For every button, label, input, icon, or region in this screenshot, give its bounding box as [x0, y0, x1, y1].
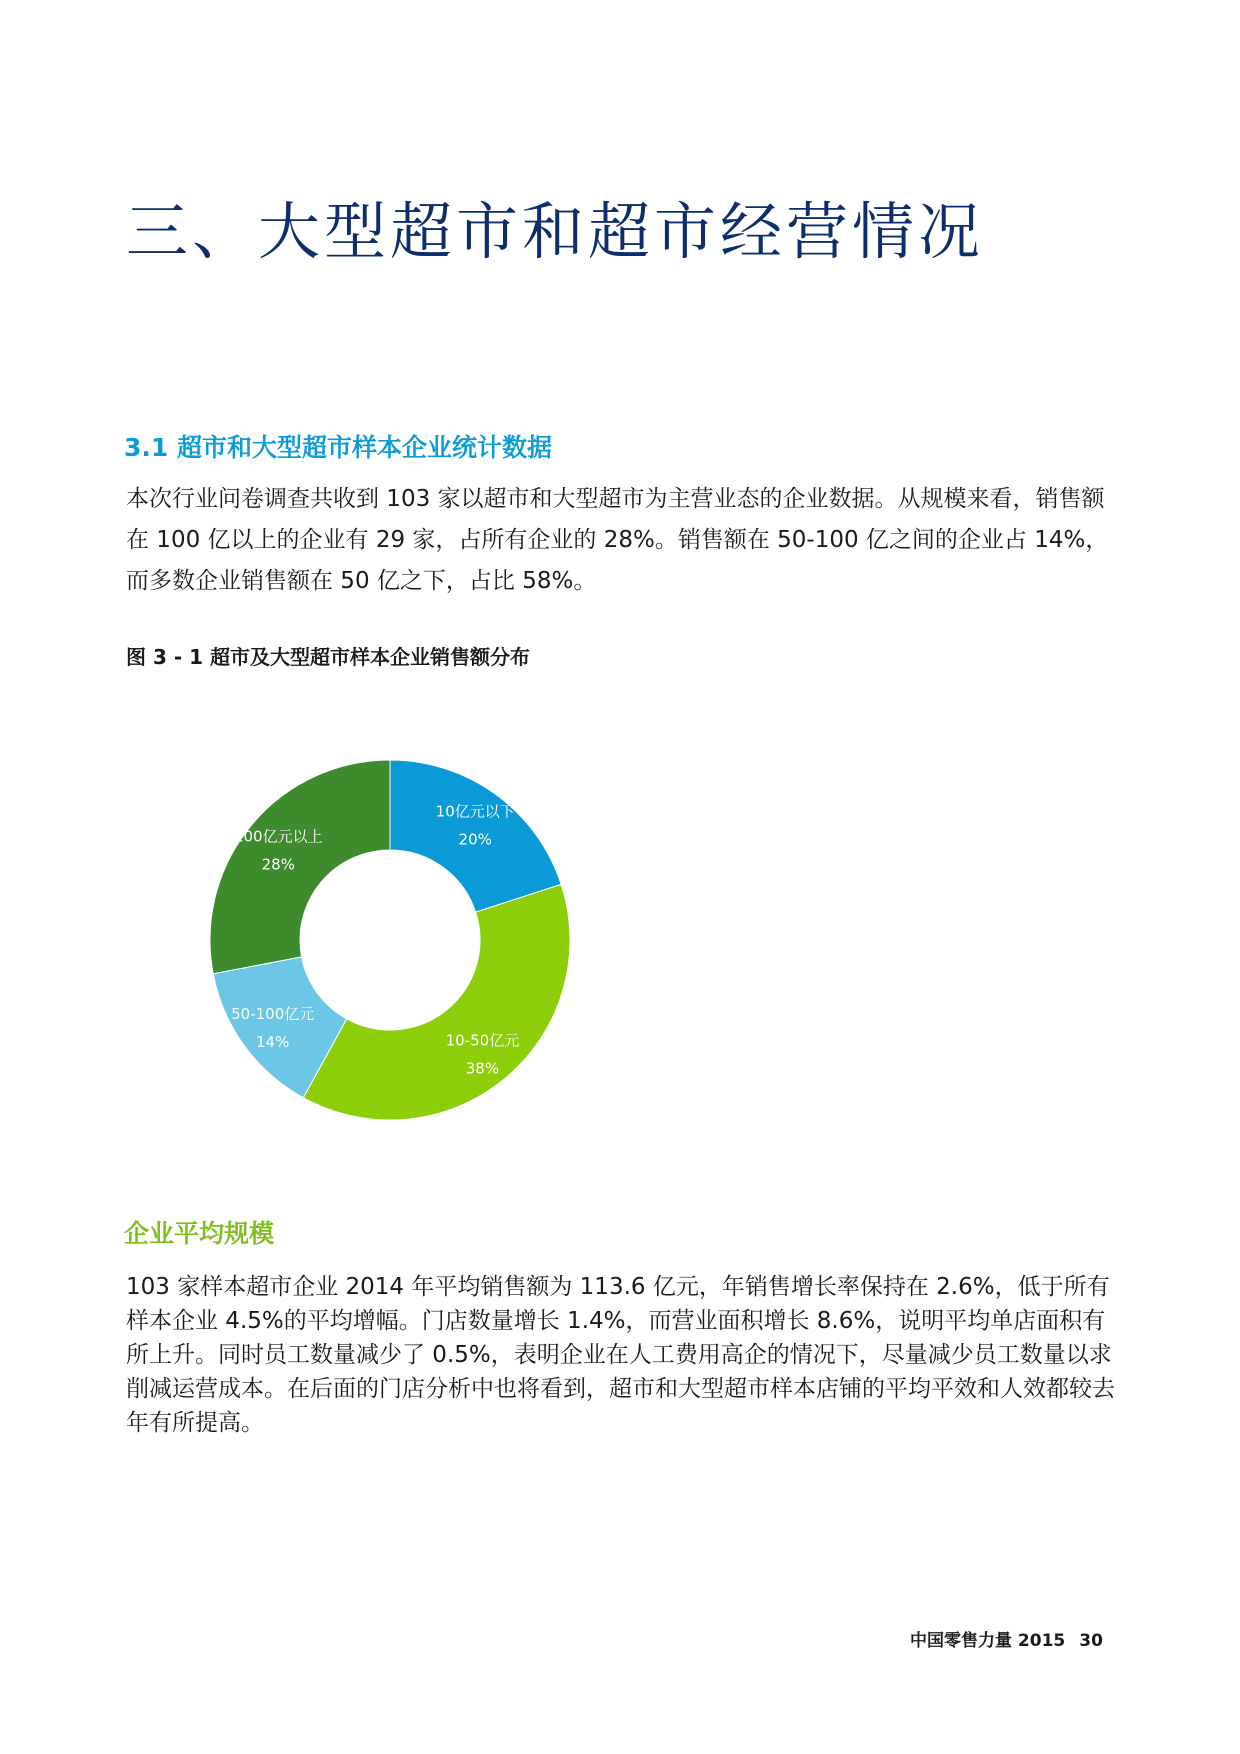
- page-number: 30: [1079, 1631, 1103, 1651]
- subheading-average-scale: 企业平均规模: [124, 1219, 275, 1248]
- slice-percent-label: 20%: [458, 830, 492, 849]
- donut-slice-1: [303, 884, 570, 1120]
- footer-publication: 中国零售力量 2015: [910, 1631, 1066, 1651]
- section-heading: 3.1 超市和大型超市样本企业统计数据: [124, 433, 552, 462]
- slice-category-label: 10-50亿元: [445, 1031, 520, 1050]
- slice-percent-label: 38%: [465, 1059, 500, 1078]
- slice-category-label: 10亿元以下: [435, 802, 515, 821]
- donut-slice-3: [210, 760, 390, 974]
- page-title: 三、大型超市和超市经营情况: [126, 195, 985, 268]
- slice-percent-label: 28%: [261, 855, 295, 874]
- slice-category-label: 50-100亿元: [231, 1005, 315, 1024]
- slice-percent-label: 14%: [256, 1033, 290, 1052]
- average-scale-paragraph: 103 家样本超市企业 2014 年平均销售额为 113.6 亿元，年销售增长率保持在 2.6%，低于所有样本企业 4.5%的平均增幅。门店数量增长 1.4%，而营业面积增长 8.6%，说明平均单店面积有所上升。同时员工数量减少了 0.5%，表明企业在人工费用高企的情况下，尽量减少员工数量以求削减运营成本。在后面的门店分析中也将看到，超市和大型超市样本店铺的平均平效和人效都较去年有所提高。: [126, 1274, 1115, 1436]
- footer: [910, 1626, 1103, 1651]
- figure-caption: 图 3 - 1 超市及大型超市样本企业销售额分布: [126, 645, 530, 669]
- slice-category-label: 100亿元以上: [233, 827, 323, 846]
- intro-paragraph: 本次行业问卷调查共收到 103 家以超市和大型超市为主营业态的企业数据。从规模来看，销售额在 100 亿以上的企业有 29 家，占所有企业的 28%。销售额在 50-100 亿之间的企业占 14%，而多数企业销售额在 50 亿之下，占比 58%。: [126, 486, 1109, 594]
- donut-chart: [160, 710, 620, 1170]
